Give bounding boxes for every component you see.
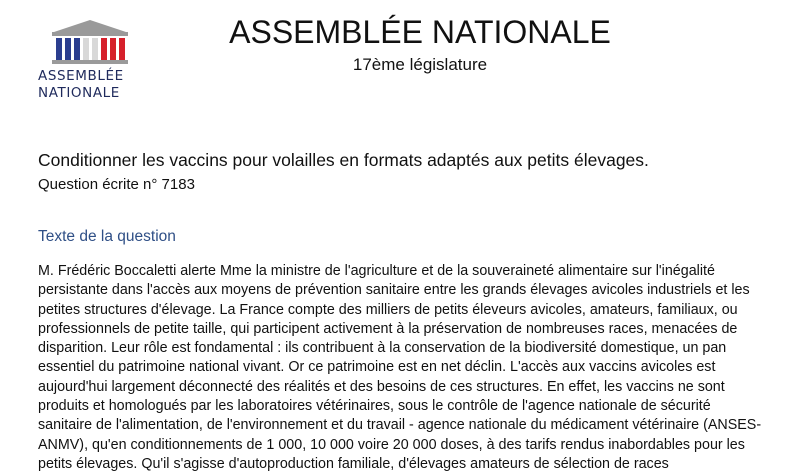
question-title: Conditionner les vaccins pour volailles en formats adaptés aux petits élevages. (38, 150, 649, 170)
hemicycle-icon (38, 18, 143, 68)
logo-wordmark (38, 68, 143, 102)
legislature-subtitle: 17ème législature (352, 55, 488, 74)
assemblee-nationale-logo (38, 18, 143, 110)
logo-line-1: ASSEMBLÉE (38, 68, 124, 84)
page-title: ASSEMBLÉE NATIONALE (229, 14, 611, 50)
question-number: Question écrite n° 7183 (38, 176, 195, 193)
question-body-text: M. Frédéric Boccaletti alerte Mme la ministre de l'agriculture et de la souveraineté alimentaire sur l'inégalité persistante dans l'accès aux moyens de prévention sanitaire entre les grands élevages avicoles industriels et les petites structures d'élevage. La France compte des milliers de petits éleveurs avicoles, amateurs, familiaux, ou professionnels de petite taille, qui participent activement à la préservation de nombreuses races, menacées de disparition. Leur rôle est fondamental : ils contribuent à la conservation de la biodiversité domestique, un pan essentiel du patrimoine national vivant. Or ce patrimoine est en net déclin. L'accès aux vaccins avicoles est aujourd'hui largement déconnecté des réalités et des besoins de ces structures. En effet, les vaccins ne sont produits et homologués par les laboratoires vétérinaires, sous le contrôle de l'agence nationale de sécurité sanitaire de l'alimentation, de l'environnement et du travail - agence nationale du médicament vétérinaire (ANSES-ANMV), qu'en conditionnements de 1 000, 10 000 voire 20 000 doses, à des tarifs rendus inabordables pour les petits élevages. Qu'il s'agisse d'autoproduction familiale, d'élevages amateurs de sélection de races (38, 263, 762, 472)
logo-line-2: NATIONALE (38, 85, 120, 101)
section-heading: Texte de la question (38, 228, 176, 245)
